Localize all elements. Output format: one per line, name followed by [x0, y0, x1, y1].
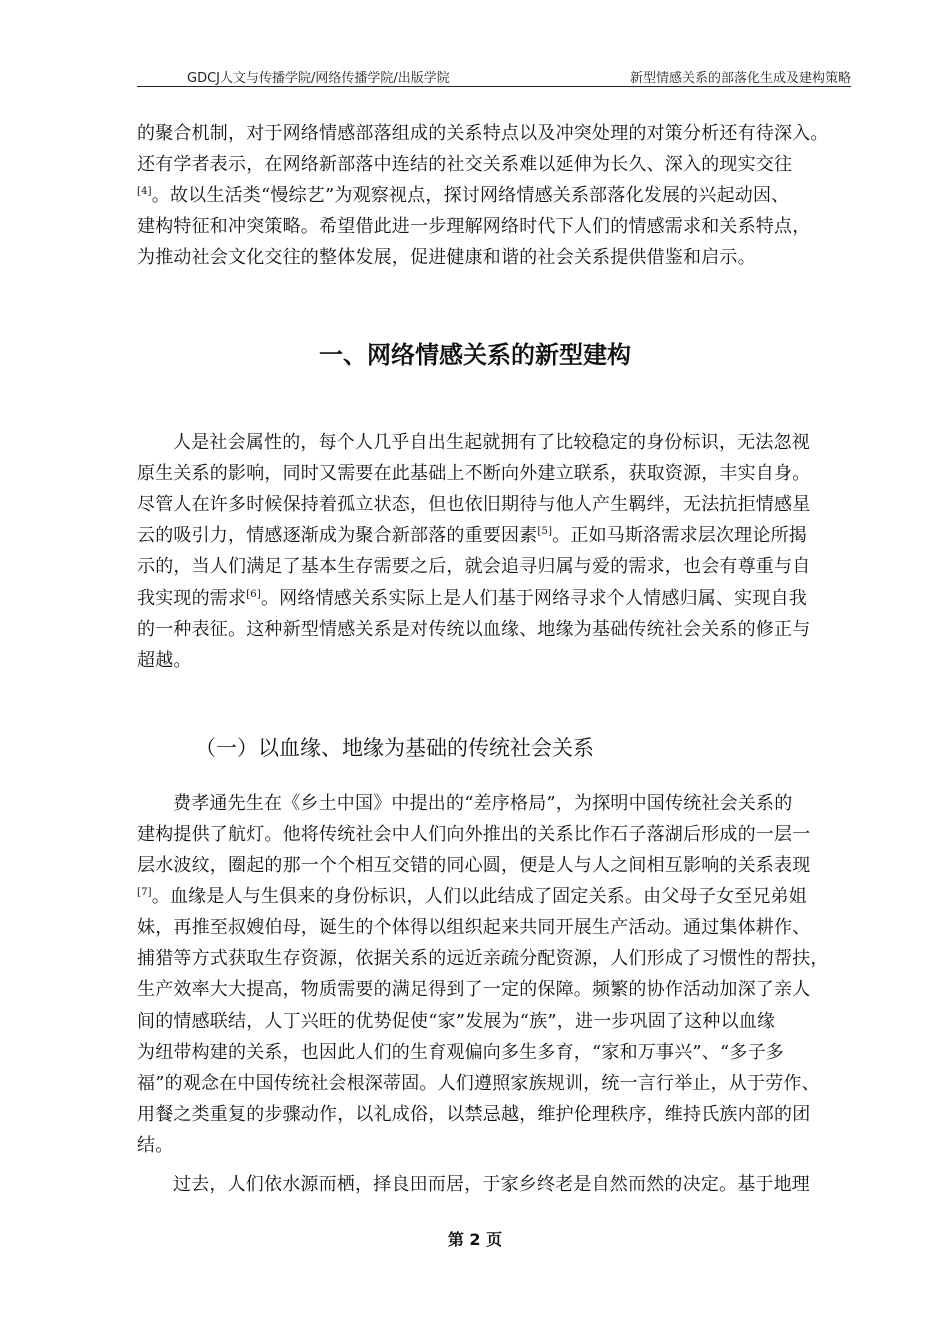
subsection-p1-line-2: 建构提供了航灯。他将传统社会中人们向外推出的关系比作石子落湖后形成的一层一 — [137, 824, 811, 845]
subsection-p1-line-12: 结。 — [137, 1135, 174, 1156]
subsection-p1-line-4: [7]。血缘是人与生俱来的身份标识，人们以此结成了固定关系。由父母子女至兄弟姐 — [137, 886, 807, 907]
citation-5[interactable]: [5] — [537, 526, 553, 537]
subsection-p2-line-1: 过去，人们依水源而栖，择良田而居，于家乡终老是自然而然的决定。基于地理 — [173, 1174, 810, 1195]
citation-6[interactable]: [6] — [246, 589, 261, 600]
section1-line-6: 我实现的需求[6]。网络情感关系实际上是人们基于网络寻求个人情感归属、实现自我 — [137, 588, 807, 609]
subsection-p1-line-6: 捕猎等方式获取生存资源，依据关系的远近亲疏分配资源，人们形成了习惯性的帮扶， — [137, 948, 829, 969]
subsection-p1-line-9: 为纽带构建的关系，也因此人们的生育观偏向多生多育，“家和万事兴”、“多子多 — [137, 1042, 785, 1063]
section1-line-5: 示的，当人们满足了基本生存需要之后，就会追寻归属与爱的需求，也会有尊重与自 — [137, 556, 811, 577]
section1-line-2: 原生关系的影响，同时又需要在此基础上不断向外建立联系，获取资源，丰实自身。 — [137, 463, 811, 484]
intro-line-1: 的聚合机制，对于网络情感部落组成的关系特点以及冲突处理的对策分析还有待深入。 — [137, 123, 829, 144]
intro-line-2: 还有学者表示，在网络新部落中连结的社交关系难以延伸为长久、深入的现实交往 — [137, 154, 793, 175]
page-header — [137, 66, 851, 87]
subsection-p1-line-8: 间的情感联结，人丁兴旺的优势促使“家”发展为“族”，进一步巩固了这种以血缘 — [137, 1011, 776, 1032]
subsection-p1-line-10: 福”的观念在中国传统社会根深蒂固。人们遵照家族规训，统一言行举止，从于劳作、 — [137, 1073, 820, 1094]
section1-line-4: 云的吸引力，情感逐渐成为聚合新部落的重要因素[5]。正如马斯洛需求层次理论所揭 — [137, 525, 807, 546]
section-heading: 一、网络情感关系的新型建构 — [319, 341, 631, 369]
citation-4[interactable]: [4] — [137, 186, 152, 197]
subsection-heading: （一）以血缘、地缘为基础的传统社会关系 — [195, 736, 594, 760]
header-paper-title: 新型情感关系的部落化生成及建构策略 — [629, 71, 851, 86]
section1-line-1: 人是社会属性的，每个人几乎自出生起就拥有了比较稳定的身份标识，无法忽视 — [173, 432, 810, 453]
subsection-p1-line-11: 用餐之类重复的步骤动作，以礼成俗，以禁忌越，维护伦理秩序，维持氏族内部的团 — [137, 1104, 811, 1125]
subsection-p1-line-5: 妹，再推至叔嫂伯母，诞生的个体得以组织起来共同开展生产活动。通过集体耕作、 — [137, 917, 811, 938]
page-number: 第 2 页 — [447, 1230, 503, 1249]
section1-line-8: 超越。 — [137, 650, 192, 671]
subsection-p1-line-3: 层水波纹，圈起的那一个个相互交错的同心圆，便是人与人之间相互影响的关系表现 — [137, 855, 811, 876]
intro-line-5: 为推动社会文化交往的整体发展，促进健康和谐的社会关系提供借鉴和启示。 — [137, 247, 756, 268]
header-institution: GDCJ人文与传播学院/网络传播学院/出版学院 — [187, 71, 450, 86]
intro-line-3: [4]。故以生活类“慢综艺”为观察视点，探讨网络情感关系部落化发展的兴起动因、 — [137, 185, 790, 206]
intro-line-4: 建构特征和冲突策略。希望借此进一步理解网络时代下人们的情感需求和关系特点， — [137, 216, 811, 237]
section1-line-7: 的一种表征。这种新型情感关系是对传统以血缘、地缘为基础传统社会关系的修正与 — [137, 619, 811, 640]
subsection-p1-line-1: 费孝通先生在《乡土中国》中提出的“差序格局”，为探明中国传统社会关系的 — [173, 793, 793, 814]
citation-7[interactable]: [7] — [137, 887, 152, 898]
subsection-p1-line-7: 生产效率大大提高，物质需要的满足得到了一定的保障。频繁的协作活动加深了亲人 — [137, 979, 811, 1000]
section1-line-3: 尽管人在许多时候保持着孤立状态，但也依旧期待与他人产生羁绊，无法抗拒情感星 — [137, 494, 811, 515]
